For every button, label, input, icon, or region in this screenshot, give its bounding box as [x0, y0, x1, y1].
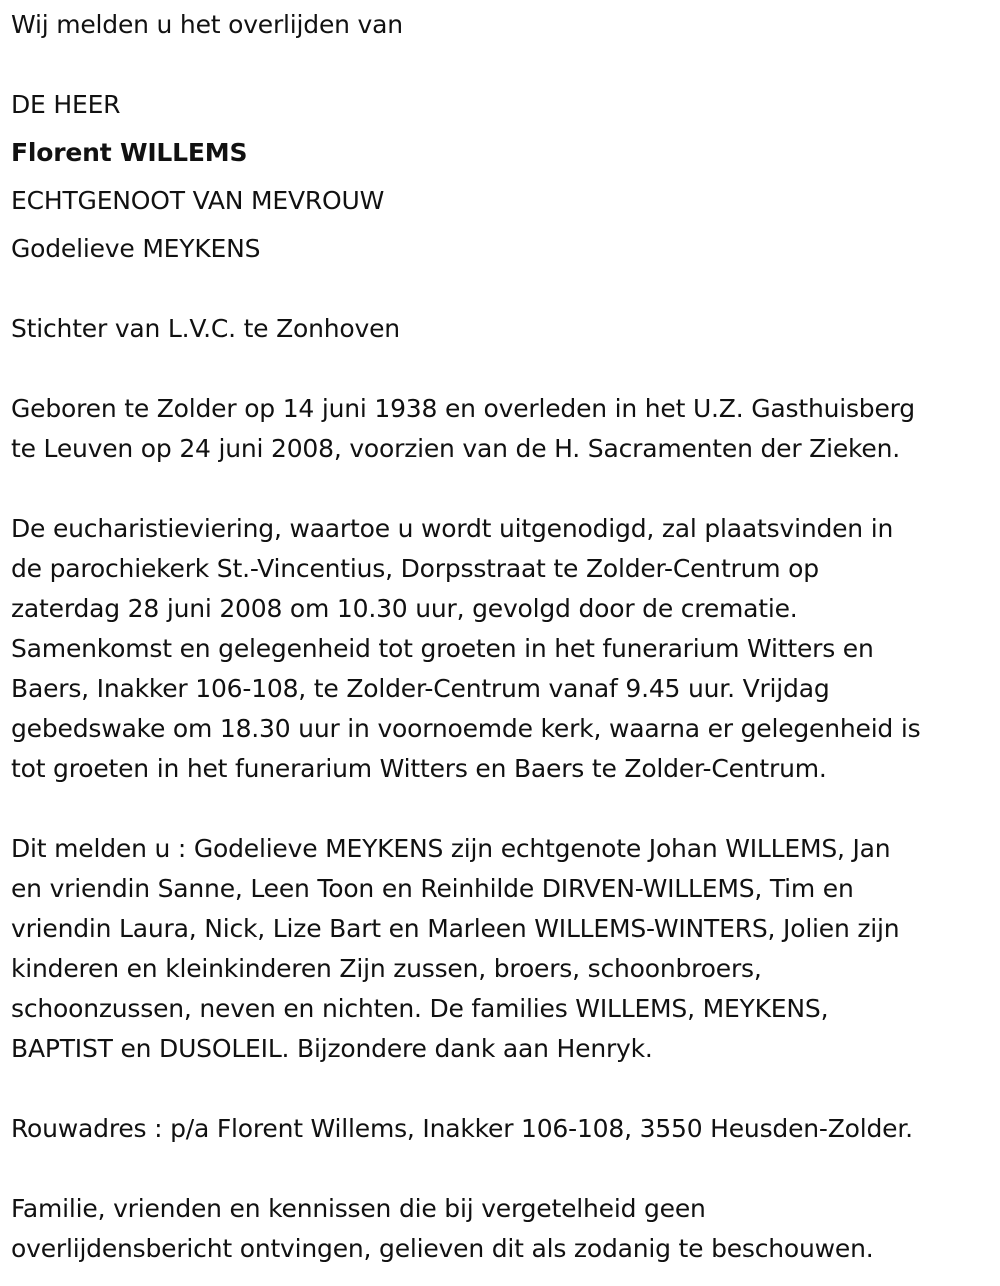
- family-line: Dit melden u : Godelieve MEYKENS zijn echtgenote Johan WILLEMS, Jan: [11, 834, 891, 863]
- birth-death-line: Geboren te Zolder op 14 juni 1938 en overleden in het U.Z. Gasthuisberg: [11, 394, 915, 423]
- closing-line: Familie, vrienden en kennissen die bij vergetelheid geen: [11, 1194, 706, 1223]
- ceremony-line: tot groeten in het funerarium Witters en Baers te Zolder-Centrum.: [11, 754, 827, 783]
- ceremony-line: zaterdag 28 juni 2008 om 10.30 uur, gevolgd door de crematie.: [11, 594, 798, 623]
- role-text: Stichter van L.V.C. te Zonhoven: [11, 314, 400, 343]
- spouse-name: Godelieve MEYKENS: [11, 234, 261, 263]
- family-line: schoonzussen, neven en nichten. De families WILLEMS, MEYKENS,: [11, 994, 829, 1023]
- birth-death-line: te Leuven op 24 juni 2008, voorzien van de H. Sacramenten der Zieken.: [11, 434, 900, 463]
- address-text: Rouwadres : p/a Florent Willems, Inakker 106-108, 3550 Heusden-Zolder.: [11, 1114, 913, 1143]
- ceremony-line: gebedswake om 18.30 uur in voornoemde kerk, waarna er gelegenheid is: [11, 714, 921, 743]
- deceased-name: Florent WILLEMS: [11, 138, 248, 167]
- family-line: BAPTIST en DUSOLEIL. Bijzondere dank aan Henryk.: [11, 1034, 653, 1063]
- family-line: en vriendin Sanne, Leen Toon en Reinhilde DIRVEN-WILLEMS, Tim en: [11, 874, 854, 903]
- ceremony-line: de parochiekerk St.-Vincentius, Dorpsstraat te Zolder-Centrum op: [11, 554, 819, 583]
- spouse-label: ECHTGENOOT VAN MEVROUW: [11, 186, 385, 215]
- ceremony-line: De eucharistieviering, waartoe u wordt uitgenodigd, zal plaatsvinden in: [11, 514, 894, 543]
- family-line: vriendin Laura, Nick, Lize Bart en Marleen WILLEMS-WINTERS, Jolien zijn: [11, 914, 900, 943]
- closing-line: overlijdensbericht ontvingen, gelieven dit als zodanig te beschouwen.: [11, 1234, 874, 1263]
- ceremony-line: Samenkomst en gelegenheid tot groeten in het funerarium Witters en: [11, 634, 874, 663]
- family-line: kinderen en kleinkinderen Zijn zussen, broers, schoonbroers,: [11, 954, 762, 983]
- intro-text: Wij melden u het overlijden van: [11, 10, 403, 39]
- ceremony-line: Baers, Inakker 106-108, te Zolder-Centrum vanaf 9.45 uur. Vrijdag: [11, 674, 830, 703]
- title-text: DE HEER: [11, 90, 121, 119]
